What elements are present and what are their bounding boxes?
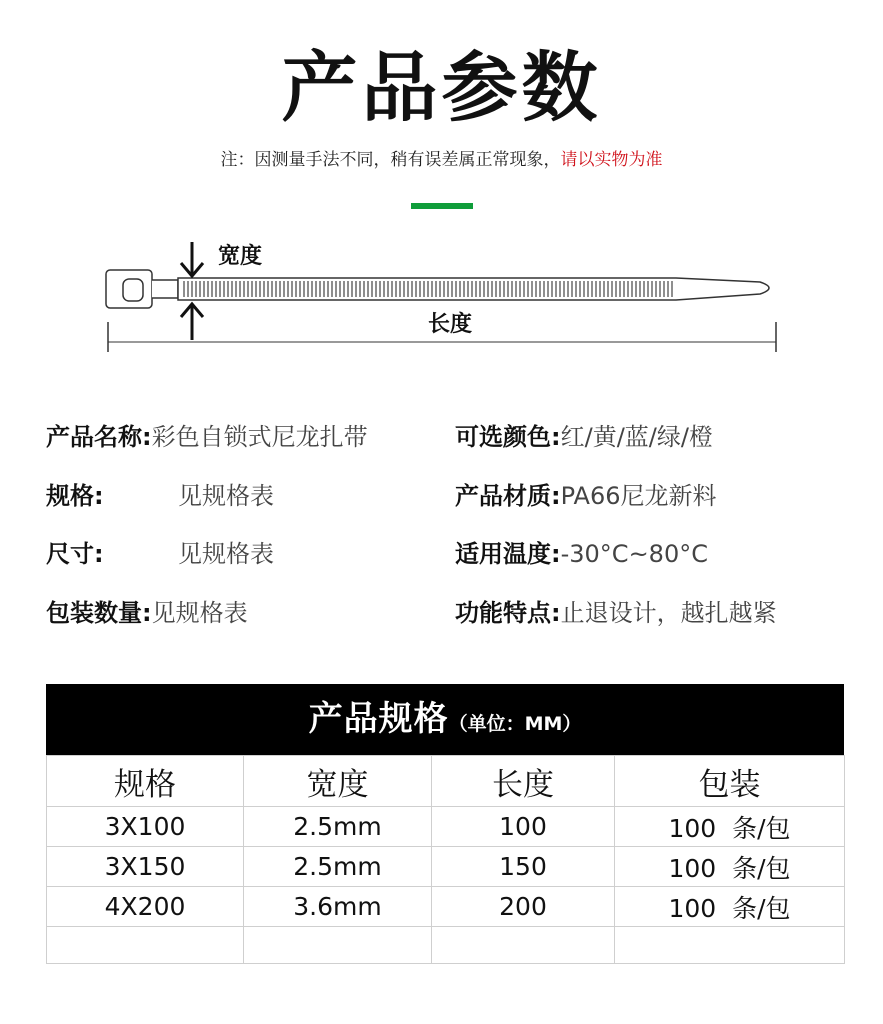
spec-spec [46,480,274,512]
spec-table-title: 产品规格 [308,699,449,739]
cell-spec: 4X200 [47,887,244,927]
spec-colors-value: 红/黄/蓝/绿/橙 [560,423,713,451]
spec-product-name-value: 彩色自锁式尼龙扎带 [151,423,368,451]
table-row [47,807,845,847]
spec-product-name [46,421,368,453]
spec-spec-key: 规格: [46,482,104,510]
table-row [47,847,845,887]
measurement-note [0,148,883,172]
spec-temperature-value: -30°C~80°C [560,540,708,568]
cell-width: 2.5mm [244,807,432,847]
spec-size [46,538,274,570]
spec-material-value: PA66尼龙新料 [560,482,717,510]
cell-width: 3.6mm [244,887,432,927]
spec-feature-key: 功能特点: [455,599,561,627]
col-header-package: 包装 [615,756,845,807]
cell-package: 100 条/包 [615,807,845,847]
spec-temperature-key: 适用温度: [455,540,561,568]
tie-strap [178,278,769,300]
table-row [47,887,845,927]
spec-material [455,480,717,512]
spec-table-grid [46,755,845,964]
col-header-length: 长度 [432,756,615,807]
note-text: 注：因测量手法不同，稍有误差属正常现象， [220,150,561,170]
width-label: 宽度 [218,244,263,269]
accent-divider [411,203,473,209]
cell-spec: 3X100 [47,807,244,847]
table-header-row [47,756,845,807]
spec-colors [455,421,713,453]
spec-spec-value: 见规格表 [178,482,274,510]
cable-tie-diagram [0,230,883,360]
spec-table-header [46,684,844,755]
cell-spec: 3X150 [47,847,244,887]
page-title: 产品参数 [281,43,602,132]
spec-feature [455,597,777,629]
col-header-spec: 规格 [47,756,244,807]
cell-package: 100 条/包 [615,887,845,927]
spec-package [46,597,248,629]
spec-package-key: 包装数量: [46,599,152,627]
tie-slot [123,279,143,301]
cell-length: 150 [432,847,615,887]
length-label: 长度 [428,312,473,337]
table-row-empty [47,927,845,964]
spec-product-name-key: 产品名称: [46,423,152,451]
spec-colors-key: 可选颜色: [455,423,561,451]
spec-material-key: 产品材质: [455,482,561,510]
spec-size-value: 见规格表 [178,540,274,568]
cell-length: 100 [432,807,615,847]
col-header-width: 宽度 [244,756,432,807]
spec-table-unit: （单位：MM） [448,713,582,735]
spec-table [46,684,844,964]
spec-feature-value: 止退设计，越扎越紧 [560,599,777,627]
cable-tie-illustration [0,230,883,360]
cell-width: 2.5mm [244,847,432,887]
spec-package-value: 见规格表 [151,599,248,627]
spec-size-key: 尺寸: [46,540,104,568]
spec-temperature [455,538,708,570]
cell-length: 200 [432,887,615,927]
note-highlight: 请以实物为准 [560,150,663,170]
cell-package: 100 条/包 [615,847,845,887]
